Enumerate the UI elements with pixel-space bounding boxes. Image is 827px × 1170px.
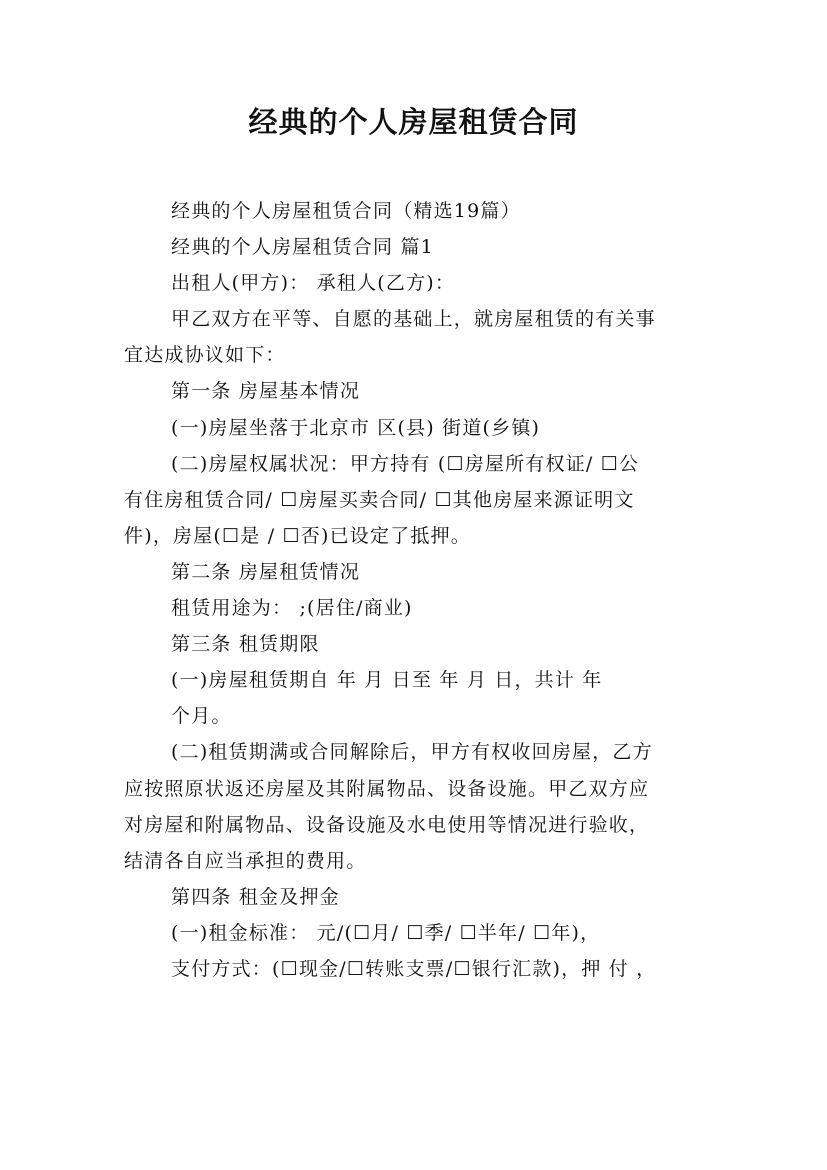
- paragraph-line: 甲乙双方在平等、自愿的基础上，就房屋租赁的有关事: [171, 308, 656, 331]
- document-body: [124, 193, 708, 987]
- paragraph-line: (二)租赁期满或合同解除后，甲方有权收回房屋，乙方: [171, 741, 653, 764]
- section-heading: 第四条 租金及押金: [171, 885, 340, 908]
- paragraph-line: 经典的个人房屋租赁合同（精选19篇）: [171, 200, 521, 222]
- document-title: 经典的个人房屋租赁合同: [248, 105, 579, 139]
- paragraph-line: 有住房租赁合同/ ☐房屋买卖合同/ ☐其他房屋来源证明文: [124, 488, 635, 511]
- paragraph-line: (一)租金标准： 元/(☐月/ ☐季/ ☐半年/ ☐年)，: [171, 921, 601, 944]
- paragraph-line: (一)房屋租赁期自 年 月 日至 年 月 日，共计 年: [171, 669, 603, 692]
- paragraph-line: 件)，房屋(☐是 / ☐否)已设定了抵押。: [124, 524, 471, 547]
- paragraph-line: 出租人(甲方)： 承租人(乙方)：: [171, 272, 456, 295]
- section-heading: 第三条 租赁期限: [171, 633, 320, 656]
- section-heading: 第二条 房屋租赁情况: [171, 560, 361, 583]
- paragraph-line: (一)房屋坐落于北京市 区(县) 街道(乡镇): [171, 416, 541, 439]
- paragraph-line: 结清各自应当承担的费用。: [124, 849, 367, 872]
- paragraph-line: 个月。: [171, 705, 232, 728]
- paragraph-line: 宜达成协议如下：: [124, 344, 286, 367]
- section-heading: 第一条 房屋基本情况: [171, 380, 361, 403]
- paragraph-line: 租赁用途为： ;(居住/商业): [171, 597, 413, 620]
- paragraph-line: (二)房屋权属状况：甲方持有 (☐房屋所有权证/ ☐公: [171, 452, 640, 475]
- paragraph-line: 支付方式：(☐现金/☐转账支票/☐银行汇款)，押 付 ，: [171, 957, 657, 980]
- paragraph-line: 应按照原状返还房屋及其附属物品、设备设施。甲乙双方应: [124, 777, 650, 800]
- paragraph-line: 对房屋和附属物品、设备设施及水电使用等情况进行验收，: [124, 813, 650, 836]
- paragraph-line: 经典的个人房屋租赁合同 篇1: [171, 236, 434, 259]
